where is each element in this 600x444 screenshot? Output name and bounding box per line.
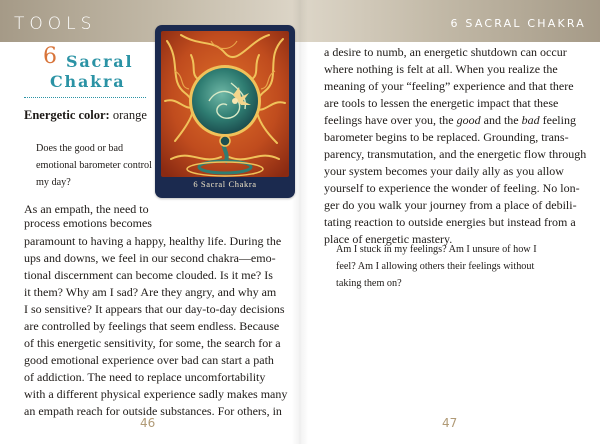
oracle-card (155, 25, 295, 198)
body-line: I so sensitive? It appears that our day-to-day decisions (24, 302, 285, 316)
body-line: with a different physical experience sadly makes many (24, 387, 288, 401)
body-line: barometer begins to be replaced. Grounding, trans- (324, 130, 569, 144)
body-line-tail: feeling (542, 113, 576, 127)
body-line: a desire to numb, an energetic shutdown can occur (324, 45, 567, 59)
body-line: of this energetic sensitivity, for some, the search for a (24, 336, 281, 350)
chapter-title-line1: Sacral (66, 52, 134, 71)
body-line: yourself to experience the wonder of feeling. No lon- (324, 181, 580, 195)
running-head-right: 6 SACRAL CHAKRA (450, 17, 586, 30)
body-line: parency, transmutation, and the energetic flow through (324, 147, 587, 161)
page-number-left: 46 (140, 416, 156, 430)
energetic-color-value: orange (112, 108, 147, 122)
reflection-question-left: Does the good or bad emotional barometer control my day? (36, 143, 152, 188)
body-line: of addiction. The need to replace uncomfortability (24, 370, 266, 384)
chapter-title-line2: Chakra (50, 72, 126, 91)
body-line: are controlled by feelings that seem endless. Because (24, 319, 280, 333)
question-line: feel? Am I allowing others their feelings without (336, 261, 535, 272)
body-line: meaning of your “feeling” experience and that there (324, 79, 574, 93)
book-gutter (292, 0, 308, 444)
title-divider (24, 97, 146, 98)
emphasis-bad: bad (521, 113, 540, 127)
page-number-right: 47 (442, 416, 458, 430)
body-line-with-emphasis (324, 112, 576, 129)
body-line: tating reaction to outside energies but instead from a (324, 215, 576, 229)
sacral-chakra-card-art-icon (161, 31, 289, 177)
body-line: an empath reach for outside substances. For others, in (24, 404, 282, 418)
emphasis-good: good (456, 113, 481, 127)
body-line: it them? Why am I sad? Are they angry, and why am (24, 285, 277, 299)
body-line-and: and the (483, 113, 519, 127)
body-line: your system becomes your daily ally as you allow (324, 164, 564, 178)
body-line: process emotions becomes (24, 216, 152, 230)
body-line: are tools to lessen the energetic impact that these (324, 96, 559, 110)
body-line: place of energetic mastery. (324, 232, 453, 246)
chapter-number: 6 (43, 44, 57, 69)
energetic-color-label: Energetic color: (24, 108, 110, 122)
energetic-color-line (24, 108, 147, 123)
body-line: ger do you walk your journey from a place of debili- (324, 198, 577, 212)
body-line: where nothing is felt at all. When you realize the (324, 62, 558, 76)
right-page (300, 0, 600, 444)
card-label: 6 Sacral Chakra (193, 179, 257, 189)
body-line-start: feelings have over you, the (324, 113, 454, 127)
question-line: Am I stuck in my feelings? Am I unsure of how I (336, 244, 537, 255)
question-line: taking them on? (336, 278, 402, 289)
body-line: tional discernment can become clouded. Is it me? Is (24, 268, 273, 282)
reflection-question-right (336, 241, 566, 292)
running-head-left: TOOLS (14, 14, 97, 34)
body-line: good emotional experience over bad can start a path (24, 353, 274, 367)
body-line: paramount to having a happy, healthy life. During the (24, 234, 282, 248)
body-line: ups and downs, we feel in our second chakra—emo- (24, 251, 276, 265)
body-line: As an empath, the need to (24, 202, 149, 216)
